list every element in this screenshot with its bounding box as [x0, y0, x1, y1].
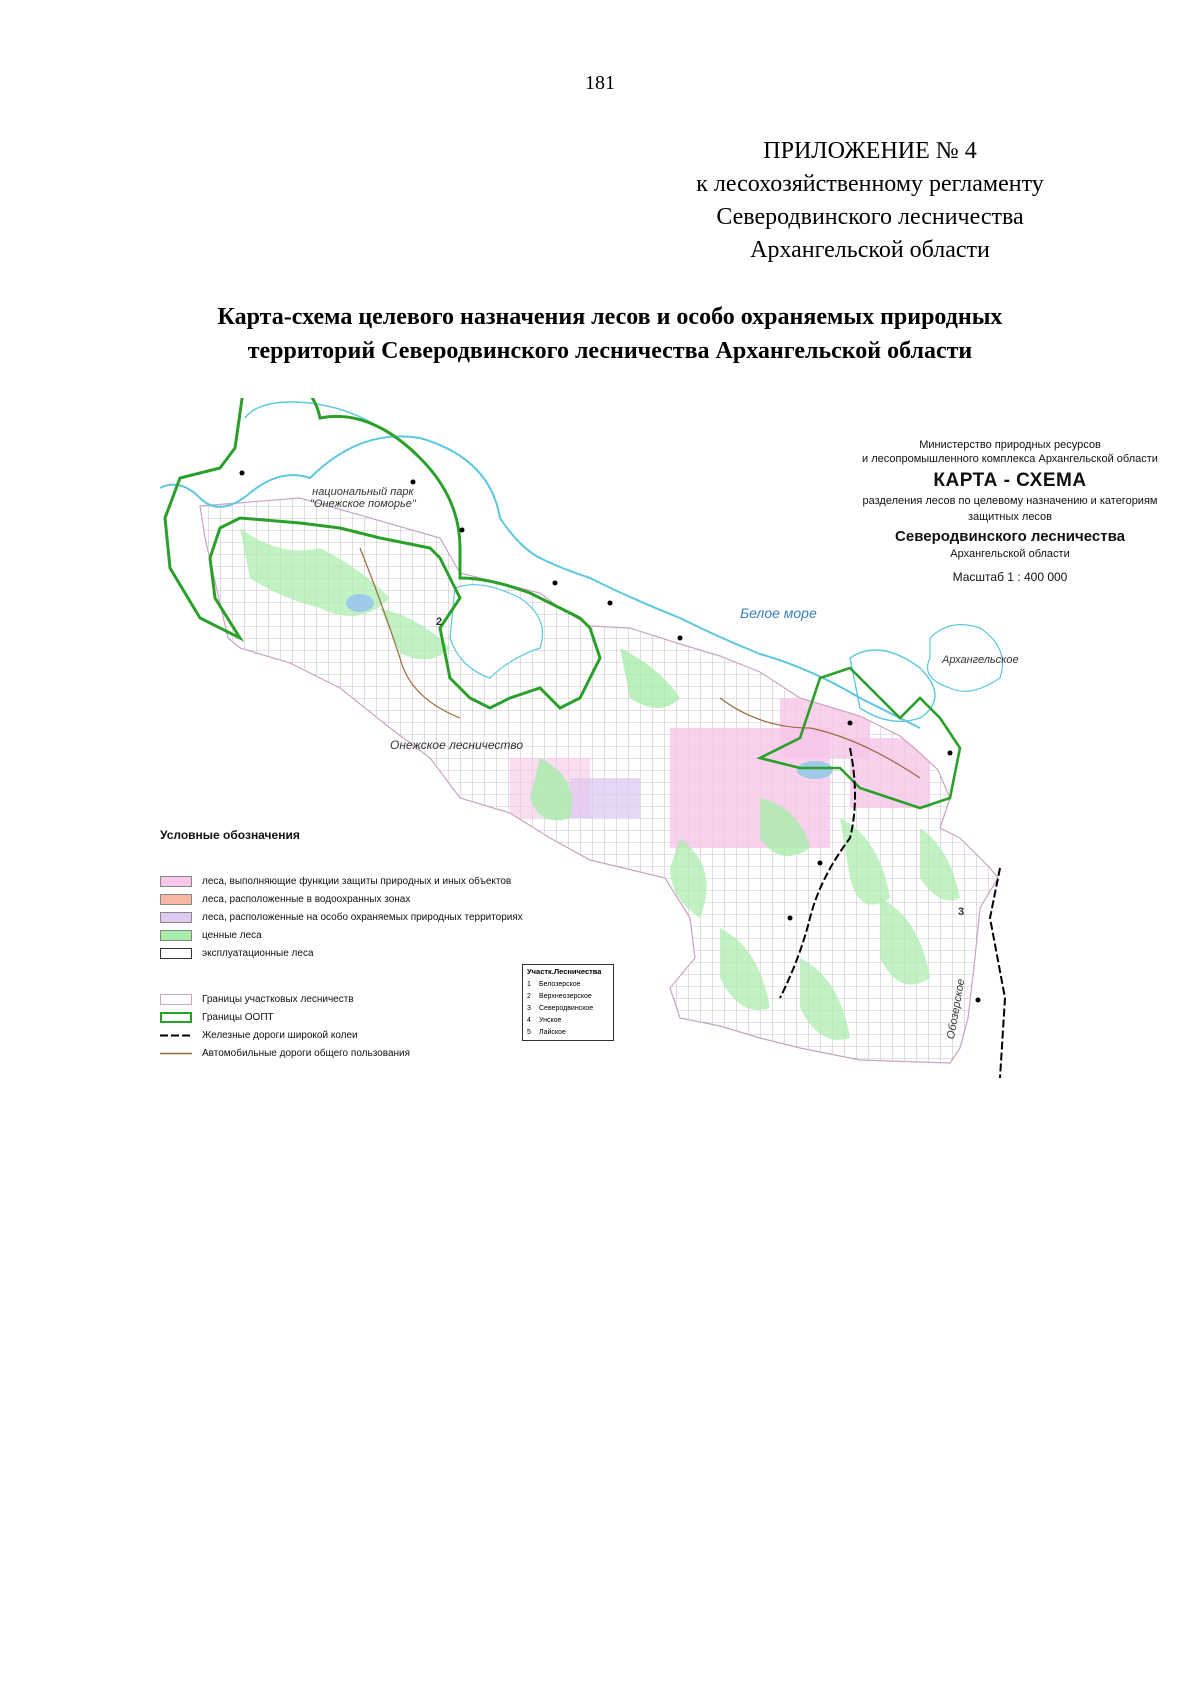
region-name: Архангельской области — [950, 548, 1070, 560]
district-row: 4 Унское — [527, 1016, 562, 1024]
appendix-line-2: к лесохозяйственному регламенту — [696, 171, 1044, 197]
legend-item-valuable: ценные леса — [160, 926, 600, 944]
national-park-label: национальный парк "Онежское поморье" — [310, 486, 416, 510]
ministry-line-2: и лесопромышленного комплекса Архангельской области — [862, 453, 1158, 465]
document-title-line-2: территорий Северодвинского лесничества Архангельской области — [247, 338, 973, 364]
legend-swatch — [160, 994, 192, 1005]
railway-symbol — [160, 1030, 192, 1041]
district-3-label: 3 — [958, 906, 965, 918]
legend-swatch — [160, 876, 192, 887]
legend-swatch — [160, 948, 192, 959]
page-number: 181 — [585, 72, 615, 94]
legend-line-district-borders: Границы участковых лесничеств — [160, 990, 600, 1008]
legend-item-exploitation: эксплуатационные леса — [160, 944, 600, 962]
onezhskoe-label: Онежское лесничество — [390, 738, 524, 752]
arkhangelskoe-label: Архангельское — [942, 654, 1019, 666]
district-row: 2 Верхнеозерское — [527, 992, 592, 1000]
district-row: 1 Белозерское — [527, 980, 581, 988]
appendix-line-1: ПРИЛОЖЕНИЕ № 4 — [763, 138, 977, 164]
appendix-line-3: Северодвинского лесничества — [716, 204, 1024, 230]
railway-line-east — [990, 868, 1005, 1078]
legend-line-railways: Железные дороги широкой колеи — [160, 1026, 600, 1044]
legend-line-oopt-borders: Границы ООПТ — [160, 1008, 600, 1026]
document-title — [110, 300, 1110, 368]
legend-swatch — [160, 894, 192, 905]
map-scale: Масштаб 1 : 400 000 — [952, 570, 1068, 584]
obozerskoe-label: Обозерское — [945, 978, 968, 1041]
district-table — [522, 964, 614, 1041]
appendix-block — [620, 135, 1120, 267]
river — [245, 402, 380, 428]
map-header — [780, 438, 1200, 584]
district-2-label: 2 — [436, 616, 443, 628]
forest-map — [160, 398, 1158, 1178]
map-subtitle-line-1: разделения лесов по целевому назначению и категориям — [862, 495, 1158, 507]
document-title-line-1: Карта-схема целевого назначения лесов и особо охраняемых природных — [217, 304, 1003, 330]
legend-swatch — [160, 912, 192, 923]
district-row: 3 Северодвинское — [527, 1004, 594, 1012]
legend-line-roads: Автомобильные дороги общего пользования — [160, 1044, 600, 1062]
appendix-line-4: Архангельской области — [750, 237, 990, 263]
map-subtitle-line-2: защитных лесов — [967, 511, 1053, 523]
legend-swatch — [160, 930, 192, 941]
map-title: КАРТА - СХЕМА — [933, 470, 1087, 491]
legend-item-protective: леса, выполняющие функции защиты природных и иных объектов — [160, 872, 600, 890]
ministry-line-1: Министерство природных ресурсов — [919, 439, 1101, 451]
white-sea-label: Белое море — [740, 605, 817, 621]
road-symbol — [160, 1048, 192, 1059]
forestry-name: Северодвинского лесничества — [895, 528, 1125, 545]
legend-heading: Условные обозначения — [160, 828, 300, 842]
district-row: 5 Лайское — [527, 1028, 566, 1036]
legend-item-water-protection: леса, расположенные в водоохранных зонах — [160, 890, 600, 908]
legend-item-oopt-forest: леса, расположенные на особо охраняемых природных территориях — [160, 908, 600, 926]
district-table-heading: Участк.Лесничества — [527, 967, 602, 976]
legend-swatch — [160, 1012, 192, 1023]
